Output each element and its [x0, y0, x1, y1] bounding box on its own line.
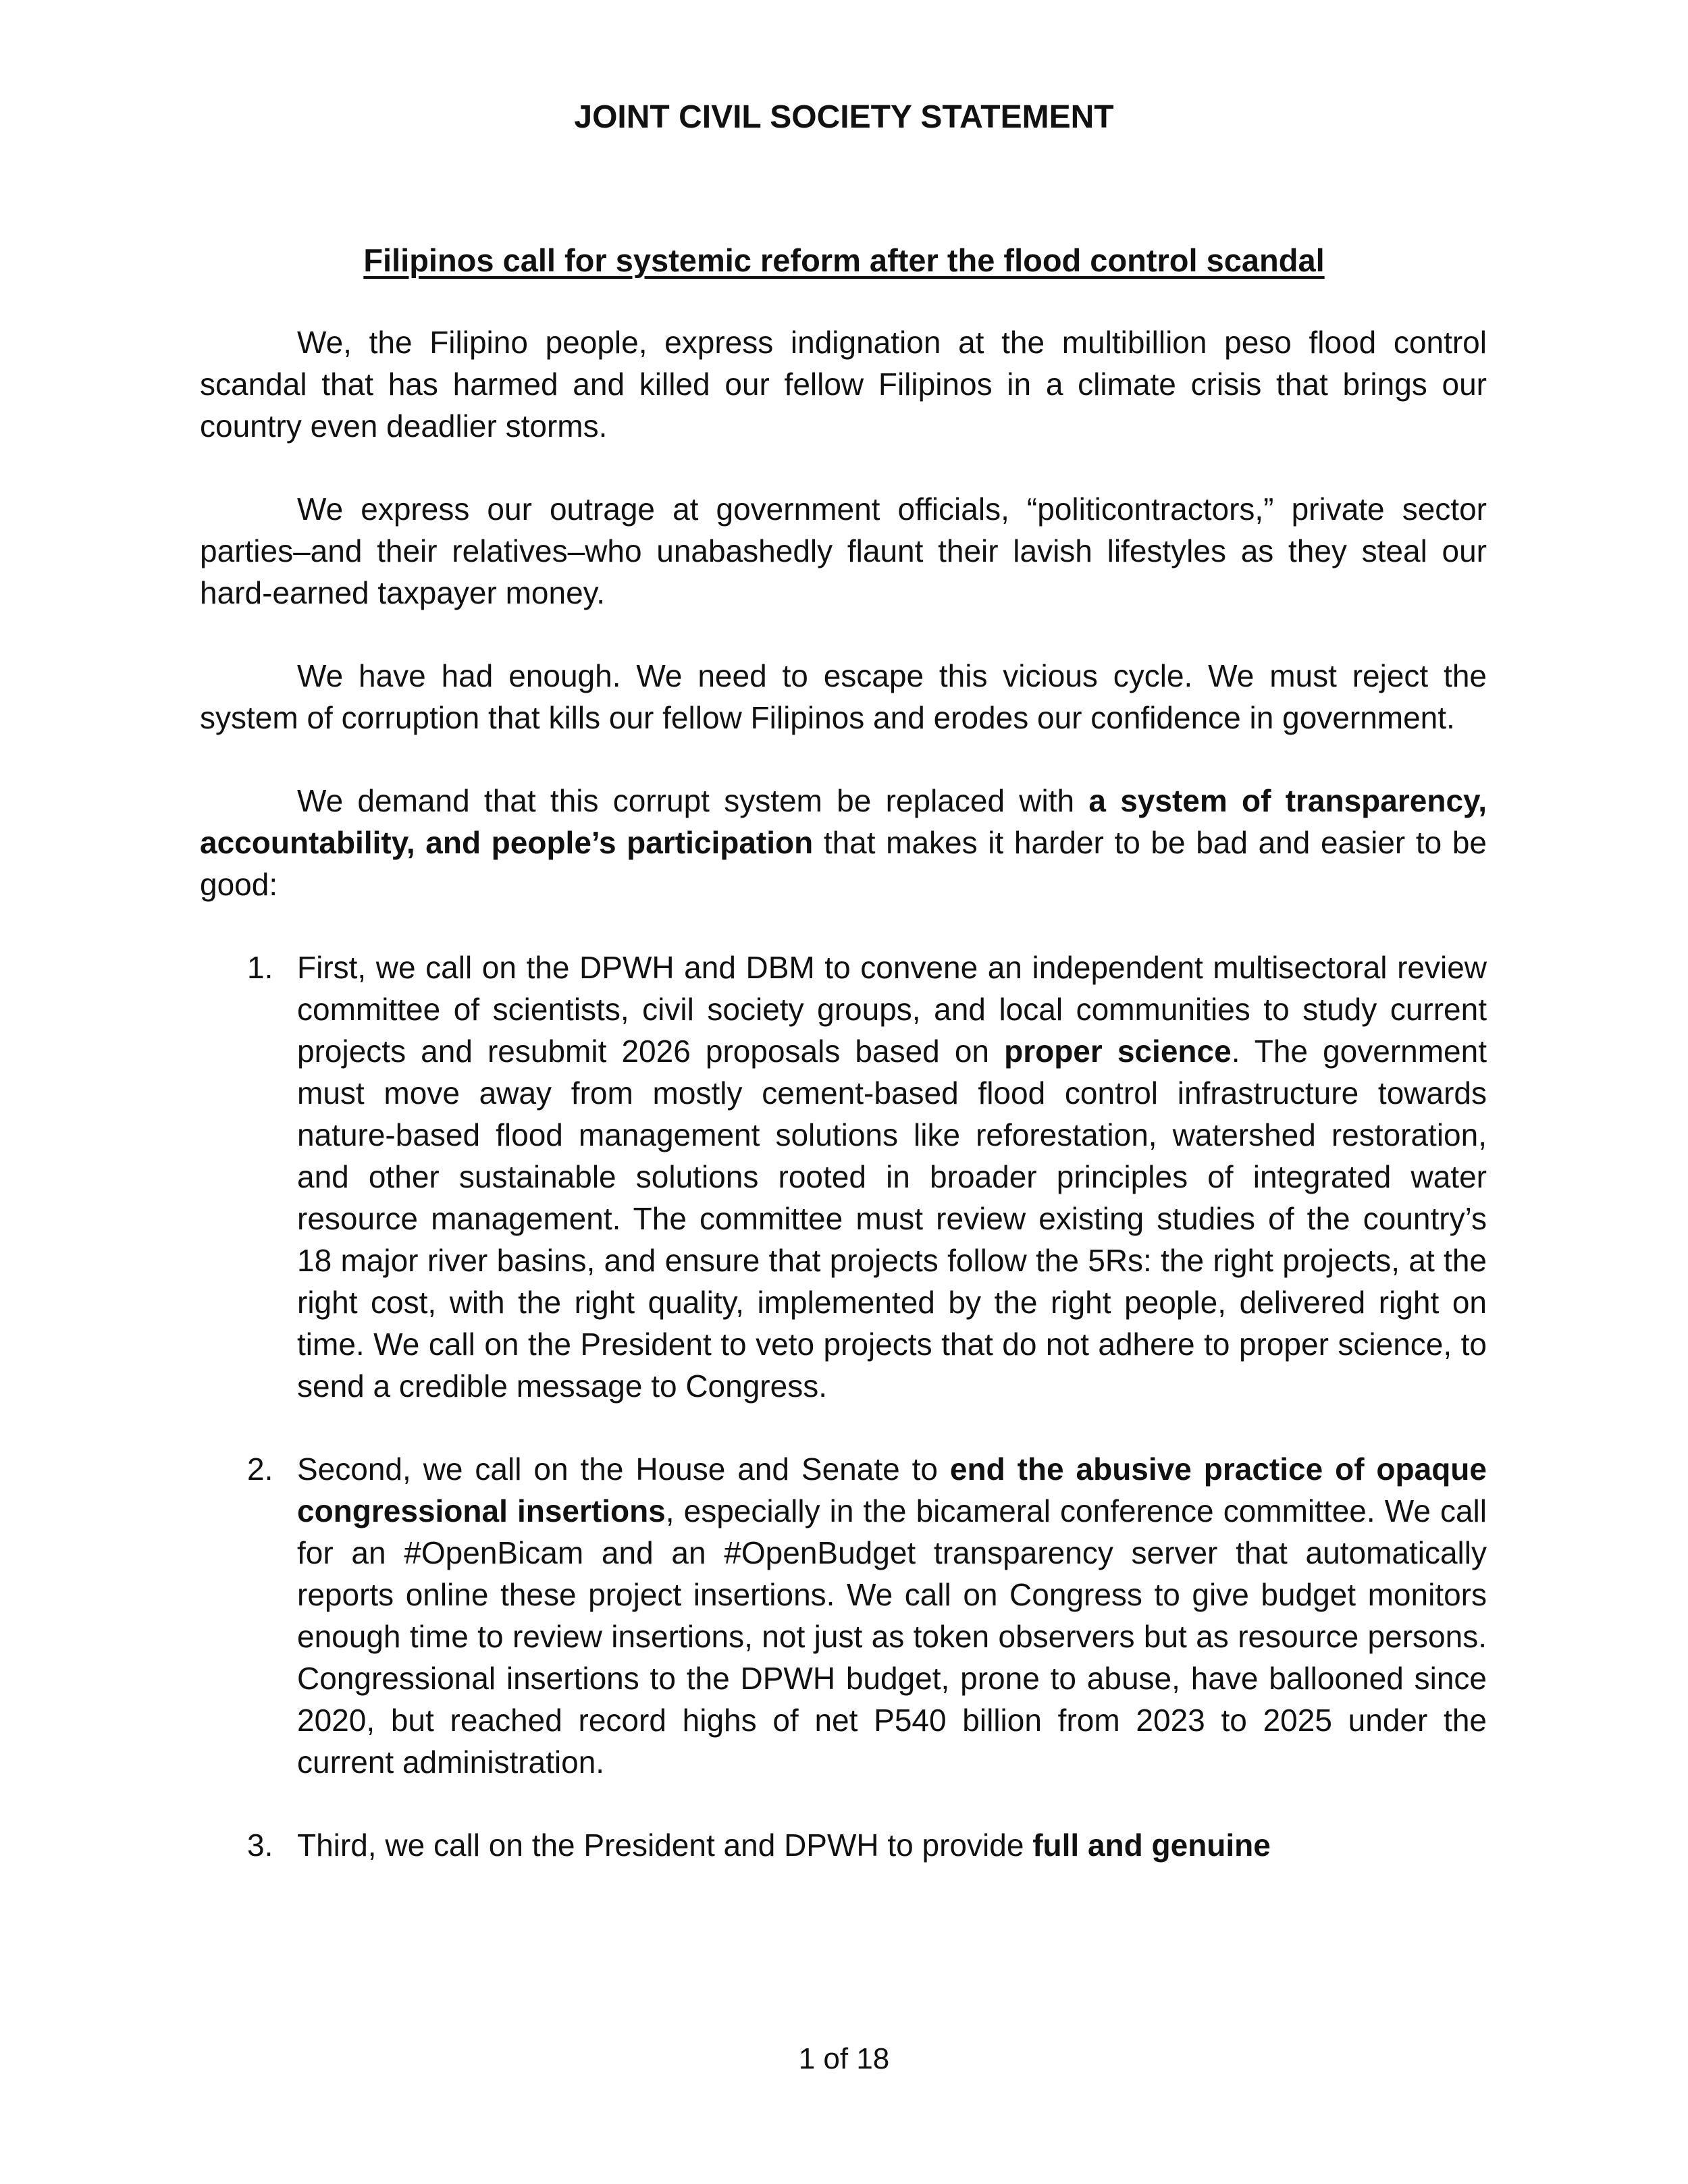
document-body: [200, 321, 1487, 1866]
page-number: 1 of 18: [798, 2042, 890, 2075]
document-subtitle: Filipinos call for systemic reform after the flood control scandal: [363, 242, 1325, 278]
list-item-text-end: . The government must move away from mostly cement-based flood control infrastructure towards nature-based flood management solutions like reforestation, watershed restoration, and other sustainable solutions rooted in broader principles of integrated water resource management. The committee must review existing studies of the country’s 18 major river basins, and ensure that projects follow the 5Rs: the right projects, at the right cost, with the right quality, implemented by the right people, delivered right on time. We call on the President to veto projects that do not adhere to proper science, to send a credible message to Congress.: [297, 1034, 1487, 1404]
list-item-emphasis: full and genuine: [1032, 1828, 1271, 1863]
demand-text: We demand that this corrupt system be replaced with: [297, 783, 1089, 818]
demand-text-end: that makes it harder to be bad and easier to be good:: [200, 825, 1487, 902]
list-item-text-end: , especially in the bicameral conference committee. We call for an #OpenBicam and an #OpenBudget transparency server that automatically reports online these project insertions. We call on Congress to give budget monitors enough time to review insertions, not just as token observers but as resource persons. Congressional insertions to the DPWH budget, prone to abuse, have ballooned since 2020, but reached record highs of net P540 billion from 2023 to 2025 under the current administration.: [297, 1493, 1487, 1780]
list-item-text: First, we call on the DPWH and DBM to convene an independent multisectoral review committee of scientists, civil society groups, and local communities to study current projects and resubmit 2026 proposals based on: [297, 950, 1487, 1069]
list-item: [200, 947, 1487, 1407]
paragraph-enough: We have had enough. We need to escape this vicious cycle. We must reject the system of corruption that kills our fellow Filipinos and erodes our confidence in government.: [200, 658, 1487, 735]
document-title: JOINT CIVIL SOCIETY STATEMENT: [574, 99, 1114, 135]
list-item-emphasis: end the abusive practice of opaque congressional insertions: [297, 1451, 1487, 1528]
list-item: [200, 1824, 1487, 1866]
list-item-emphasis: proper science: [1004, 1034, 1232, 1069]
paragraph-indignation: We, the Filipino people, express indignation at the multibillion peso flood control scandal that has harmed and killed our fellow Filipinos in a climate crisis that brings our country even deadlier storms.: [200, 325, 1487, 444]
list-item-text: Second, we call on the House and Senate to: [297, 1451, 950, 1487]
list-item: [200, 1448, 1487, 1783]
list-item-number: 3.: [247, 1828, 273, 1863]
list-item-number: 2.: [247, 1451, 273, 1487]
list-item-number: 1.: [247, 950, 273, 985]
demands-list: [200, 947, 1487, 1866]
list-item-text: Third, we call on the President and DPWH to provide: [297, 1828, 1033, 1863]
demand-emphasis: a system of transparency, accountability, and people’s participation: [200, 783, 1487, 860]
paragraph-demand: [200, 780, 1487, 905]
paragraph-outrage: We express our outrage at government officials, “politicontractors,” private sector parties–and their relatives–who unabashedly flaunt their lavish lifestyles as they steal our hard-earned taxpayer money.: [200, 491, 1487, 610]
